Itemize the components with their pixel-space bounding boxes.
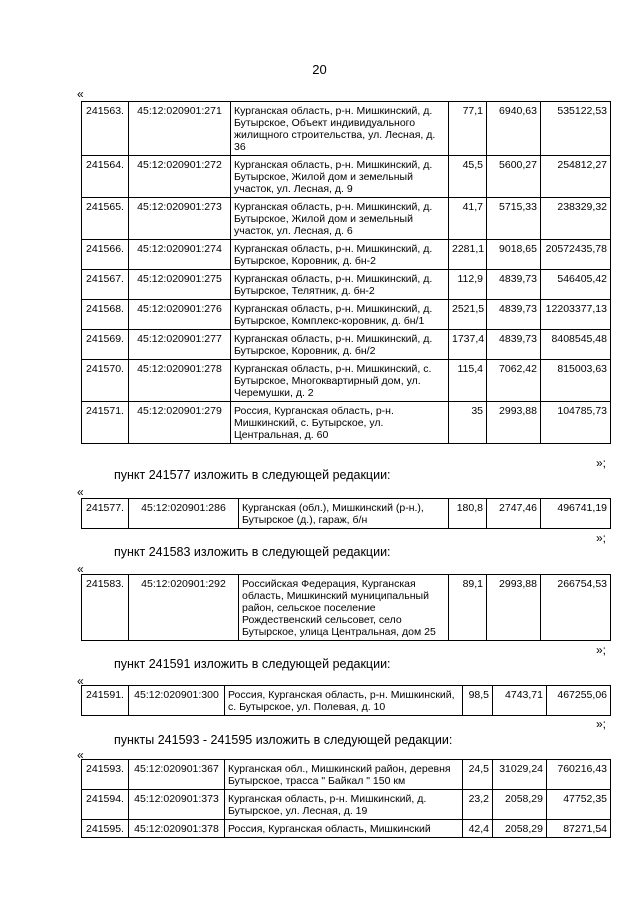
cadastral-number-cell: 45:12:020901:373 <box>129 790 225 820</box>
unit-price-cell: 2993,88 <box>487 402 541 444</box>
unit-price-cell: 4839,73 <box>487 330 541 360</box>
address-cell: Курганская область, р-н. Мишкинский, д. Бутырское, Комплекс-коровник, д. бн/1 <box>231 300 449 330</box>
cadastral-number-cell: 45:12:020901:275 <box>129 270 231 300</box>
unit-price-cell: 2058,29 <box>493 820 547 838</box>
address-cell: Курганская область, р-н. Мишкинский, д. Бутырское, Жилой дом и земельный участок, ул. Лесная, д. 9 <box>231 156 449 198</box>
row-number-cell: 241569. <box>82 330 129 360</box>
table-row <box>82 270 611 300</box>
address-cell: Курганская область, р-н. Мишкинский, д. Бутырское, Коровник, д. бн-2 <box>231 240 449 270</box>
cadastral-number-cell: 45:12:020901:277 <box>129 330 231 360</box>
instruction-paragraph: пункт 241591 изложить в следующей редакции: <box>114 657 391 671</box>
row-number-cell: 241567. <box>82 270 129 300</box>
table-block-5 <box>81 759 611 838</box>
table-block-4 <box>81 685 611 716</box>
unit-price-cell: 4743,71 <box>493 686 547 716</box>
address-cell: Курганская область, р-н. Мишкинский, с. Бутырское, Многоквартирный дом, ул. Черемушки, д. 2 <box>231 360 449 402</box>
total-value-cell: 47752,35 <box>547 790 611 820</box>
total-value-cell: 760216,43 <box>547 760 611 790</box>
total-value-cell: 8408545,48 <box>541 330 611 360</box>
table-row <box>82 198 611 240</box>
open-quote: « <box>77 562 84 576</box>
cadastral-number-cell: 45:12:020901:300 <box>129 686 225 716</box>
area-cell: 2281,1 <box>449 240 487 270</box>
cadastral-number-cell: 45:12:020901:271 <box>129 102 231 156</box>
unit-price-cell: 9018,65 <box>487 240 541 270</box>
instruction-paragraph: пункт 241577 изложить в следующей редакции: <box>114 468 391 482</box>
table-row <box>82 156 611 198</box>
table-row <box>82 330 611 360</box>
table-row <box>82 300 611 330</box>
area-cell: 23,2 <box>463 790 493 820</box>
row-number-cell: 241565. <box>82 198 129 240</box>
unit-price-cell: 6940,63 <box>487 102 541 156</box>
close-quote: »; <box>596 531 607 545</box>
address-cell: Россия, Курганская область, р-н. Мишкинский, с. Бутырское, ул. Полевая, д. 10 <box>225 686 463 716</box>
area-cell: 115,4 <box>449 360 487 402</box>
table-row <box>82 760 611 790</box>
area-cell: 45,5 <box>449 156 487 198</box>
row-number-cell: 241571. <box>82 402 129 444</box>
total-value-cell: 815003,63 <box>541 360 611 402</box>
area-cell: 180,8 <box>449 499 487 529</box>
table-row <box>82 240 611 270</box>
table-row <box>82 499 611 529</box>
unit-price-cell: 2993,88 <box>487 575 541 641</box>
row-number-cell: 241577. <box>82 499 129 529</box>
area-cell: 41,7 <box>449 198 487 240</box>
cadastral-number-cell: 45:12:020901:292 <box>129 575 239 641</box>
cadastral-number-cell: 45:12:020901:272 <box>129 156 231 198</box>
row-number-cell: 241566. <box>82 240 129 270</box>
unit-price-cell: 5715,33 <box>487 198 541 240</box>
unit-price-cell: 31029,24 <box>493 760 547 790</box>
row-number-cell: 241591. <box>82 686 129 716</box>
area-cell: 1737,4 <box>449 330 487 360</box>
open-quote: « <box>77 674 84 688</box>
cadastral-number-cell: 45:12:020901:278 <box>129 360 231 402</box>
address-cell: Россия, Курганская область, Мишкинский <box>225 820 463 838</box>
cadastral-number-cell: 45:12:020901:286 <box>129 499 239 529</box>
open-quote: « <box>77 87 84 101</box>
area-cell: 2521,5 <box>449 300 487 330</box>
address-cell: Курганская область, р-н. Мишкинский, д. Бутырское, Объект индивидуального жилищного строительства, ул. Лесная, д. 36 <box>231 102 449 156</box>
open-quote: « <box>77 485 84 499</box>
unit-price-cell: 2058,29 <box>493 790 547 820</box>
total-value-cell: 254812,27 <box>541 156 611 198</box>
row-number-cell: 241570. <box>82 360 129 402</box>
address-cell: Россия, Курганская область, р-н. Мишкинский, с. Бутырское, ул. Центральная, д. 60 <box>231 402 449 444</box>
row-number-cell: 241593. <box>82 760 129 790</box>
open-quote: « <box>77 748 84 762</box>
total-value-cell: 535122,53 <box>541 102 611 156</box>
area-cell: 24,5 <box>463 760 493 790</box>
table-row <box>82 402 611 444</box>
cadastral-number-cell: 45:12:020901:276 <box>129 300 231 330</box>
address-cell: Курганская область, р-н. Мишкинский, д. Бутырское, Жилой дом и земельный участок, ул. Лесная, д. 6 <box>231 198 449 240</box>
unit-price-cell: 2747,46 <box>487 499 541 529</box>
row-number-cell: 241564. <box>82 156 129 198</box>
table-row <box>82 820 611 838</box>
cadastral-number-cell: 45:12:020901:279 <box>129 402 231 444</box>
unit-price-cell: 4839,73 <box>487 300 541 330</box>
unit-price-cell: 7062,42 <box>487 360 541 402</box>
address-cell: Российская Федерация, Курганская область, Мишкинский муниципальный район, сельское поселение Рождественский сельсовет, село Бутырское, улица Центральная, дом 25 <box>239 575 449 641</box>
table-row <box>82 575 611 641</box>
table-row <box>82 790 611 820</box>
table-row <box>82 102 611 156</box>
total-value-cell: 266754,53 <box>541 575 611 641</box>
table-row <box>82 360 611 402</box>
table-block-2 <box>81 498 611 529</box>
table-block-3 <box>81 574 611 641</box>
cadastral-number-cell: 45:12:020901:367 <box>129 760 225 790</box>
total-value-cell: 104785,73 <box>541 402 611 444</box>
table-block-1 <box>81 101 611 444</box>
address-cell: Курганская (обл.), Мишкинский (р-н.), Бутырское (д.), гараж, б/н <box>239 499 449 529</box>
area-cell: 42,4 <box>463 820 493 838</box>
cadastral-number-cell: 45:12:020901:273 <box>129 198 231 240</box>
address-cell: Курганская область, р-н. Мишкинский, д. Бутырское, ул. Лесная, д. 19 <box>225 790 463 820</box>
total-value-cell: 467255,06 <box>547 686 611 716</box>
row-number-cell: 241568. <box>82 300 129 330</box>
total-value-cell: 546405,42 <box>541 270 611 300</box>
total-value-cell: 12203377,13 <box>541 300 611 330</box>
table-row <box>82 686 611 716</box>
address-cell: Курганская обл., Мишкинский район, деревня Бутырское, трасса " Байкал " 150 км <box>225 760 463 790</box>
close-quote: »; <box>596 643 607 657</box>
instruction-paragraph: пункты 241593 - 241595 изложить в следующей редакции: <box>114 733 453 747</box>
page-number: 20 <box>312 62 327 77</box>
cadastral-number-cell: 45:12:020901:274 <box>129 240 231 270</box>
total-value-cell: 20572435,78 <box>541 240 611 270</box>
address-cell: Курганская область, р-н. Мишкинский, д. Бутырское, Телятник, д. бн-2 <box>231 270 449 300</box>
area-cell: 112,9 <box>449 270 487 300</box>
total-value-cell: 238329,32 <box>541 198 611 240</box>
instruction-paragraph: пункт 241583 изложить в следующей редакции: <box>114 545 391 559</box>
address-cell: Курганская область, р-н. Мишкинский, д. Бутырское, Коровник, д. бн/2 <box>231 330 449 360</box>
close-quote: »; <box>596 456 607 470</box>
area-cell: 35 <box>449 402 487 444</box>
row-number-cell: 241594. <box>82 790 129 820</box>
unit-price-cell: 4839,73 <box>487 270 541 300</box>
area-cell: 77,1 <box>449 102 487 156</box>
cadastral-number-cell: 45:12:020901:378 <box>129 820 225 838</box>
total-value-cell: 87271,54 <box>547 820 611 838</box>
row-number-cell: 241583. <box>82 575 129 641</box>
close-quote: »; <box>596 717 607 731</box>
area-cell: 98,5 <box>463 686 493 716</box>
row-number-cell: 241595. <box>82 820 129 838</box>
area-cell: 89,1 <box>449 575 487 641</box>
unit-price-cell: 5600,27 <box>487 156 541 198</box>
row-number-cell: 241563. <box>82 102 129 156</box>
total-value-cell: 496741,19 <box>541 499 611 529</box>
